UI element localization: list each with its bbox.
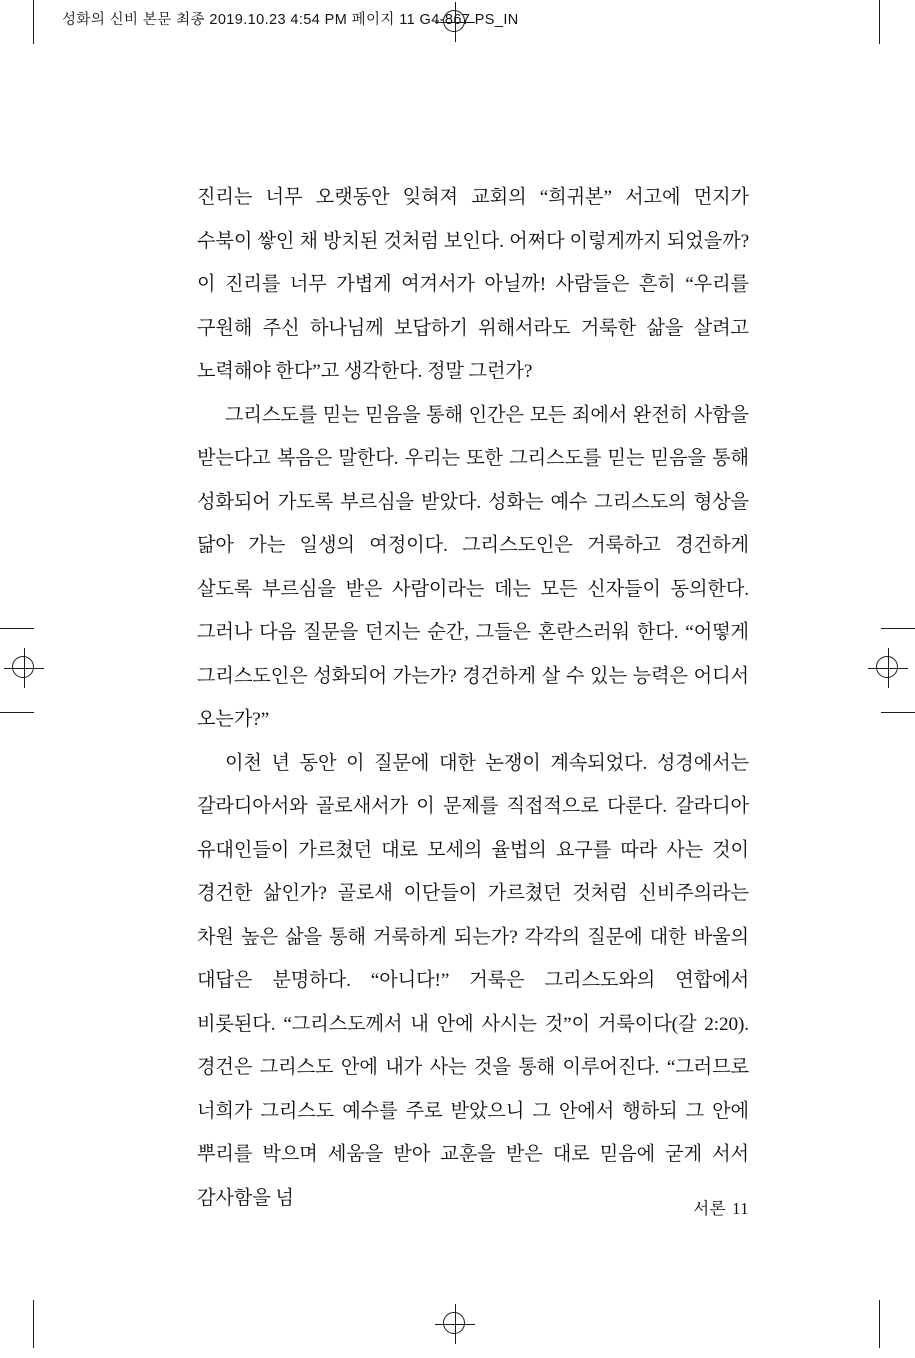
paragraph-1: 진리는 너무 오랫동안 잊혀져 교회의 “희귀본” 서고에 먼지가 수북이 쌓인 채 방치된 것처럼 보인다. 어쩌다 이렇게까지 되었을까? 이 진리를 너무 가볍게 여겨서가 아닐까! 사람들은 흔히 “우리를 구원해 주신 하나님께 보답하기 위해서라도 거룩한 삶을 살려고 노력해야 한다”고 생각한다. 정말 그런가? <box>197 187 749 382</box>
registration-mark-left <box>4 648 44 688</box>
crop-mark-right-lower <box>881 712 915 713</box>
footer-page-number: 11 <box>732 1199 749 1218</box>
crop-mark-left-upper <box>0 628 34 629</box>
print-slug-line: 성화의 신비 본문 최종 2019.10.23 4:54 PM 페이지 11 G4-867 PS_IN <box>62 12 519 28</box>
crop-mark-left-lower <box>0 712 34 713</box>
crop-mark-bottom-right-vertical <box>879 1300 880 1348</box>
crop-mark-top-right-vertical <box>879 0 880 44</box>
registration-mark-bottom <box>435 1304 475 1344</box>
body-text-block <box>197 176 749 1220</box>
paragraph-3: 이천 년 동안 이 질문에 대한 논쟁이 계속되었다. 성경에서는 갈라디아서와 골로새서가 이 문제를 직접적으로 다룬다. 갈라디아 유대인들이 가르쳤던 대로 모세의 율법의 요구를 따라 사는 것이 경건한 삶인가? 골로새 이단들이 가르쳤던 것처럼 신비주의라는 차원 높은 삶을 통해 거룩하게 되는가? 각각의 질문에 대한 바울의 대답은 분명하다. “아니다!” 거룩은 그리스도와의 연합에서 비롯된다. “그리스도께서 내 안에 사시는 것”이 거룩이다(갈 2:20). 경건은 그리스도 안에 내가 사는 것을 통해 이루어진다. “그러므로 너희가 그리스도 예수를 주로 받았으니 그 안에서 행하되 그 안에 뿌리를 박으며 세움을 받아 교훈을 받은 대로 믿음에 굳게 서서 감사함을 넘 <box>197 752 749 1209</box>
page-footer <box>197 1195 749 1219</box>
registration-mark-right <box>868 648 908 688</box>
footer-section-label: 서론 <box>693 1199 727 1218</box>
crop-mark-bottom-left-vertical <box>33 1300 34 1348</box>
crop-mark-right-upper <box>881 628 915 629</box>
paragraph-2: 그리스도를 믿는 믿음을 통해 인간은 모든 죄에서 완전히 사함을 받는다고 복음은 말한다. 우리는 또한 그리스도를 믿는 믿음을 통해 성화되어 가도록 부르심을 받았다. 성화는 예수 그리스도의 형상을 닮아 가는 일생의 여정이다. 그리스도인은 거룩하고 경건하게 살도록 부르심을 받은 사람이라는 데는 모든 신자들이 동의한다. 그러나 다음 질문을 던지는 순간, 그들은 혼란스러워 한다. “어떻게 그리스도인은 성화되어 가는가? 경건하게 살 수 있는 능력은 어디서 오는가?” <box>197 404 749 730</box>
crop-mark-top-left-vertical <box>33 0 34 44</box>
